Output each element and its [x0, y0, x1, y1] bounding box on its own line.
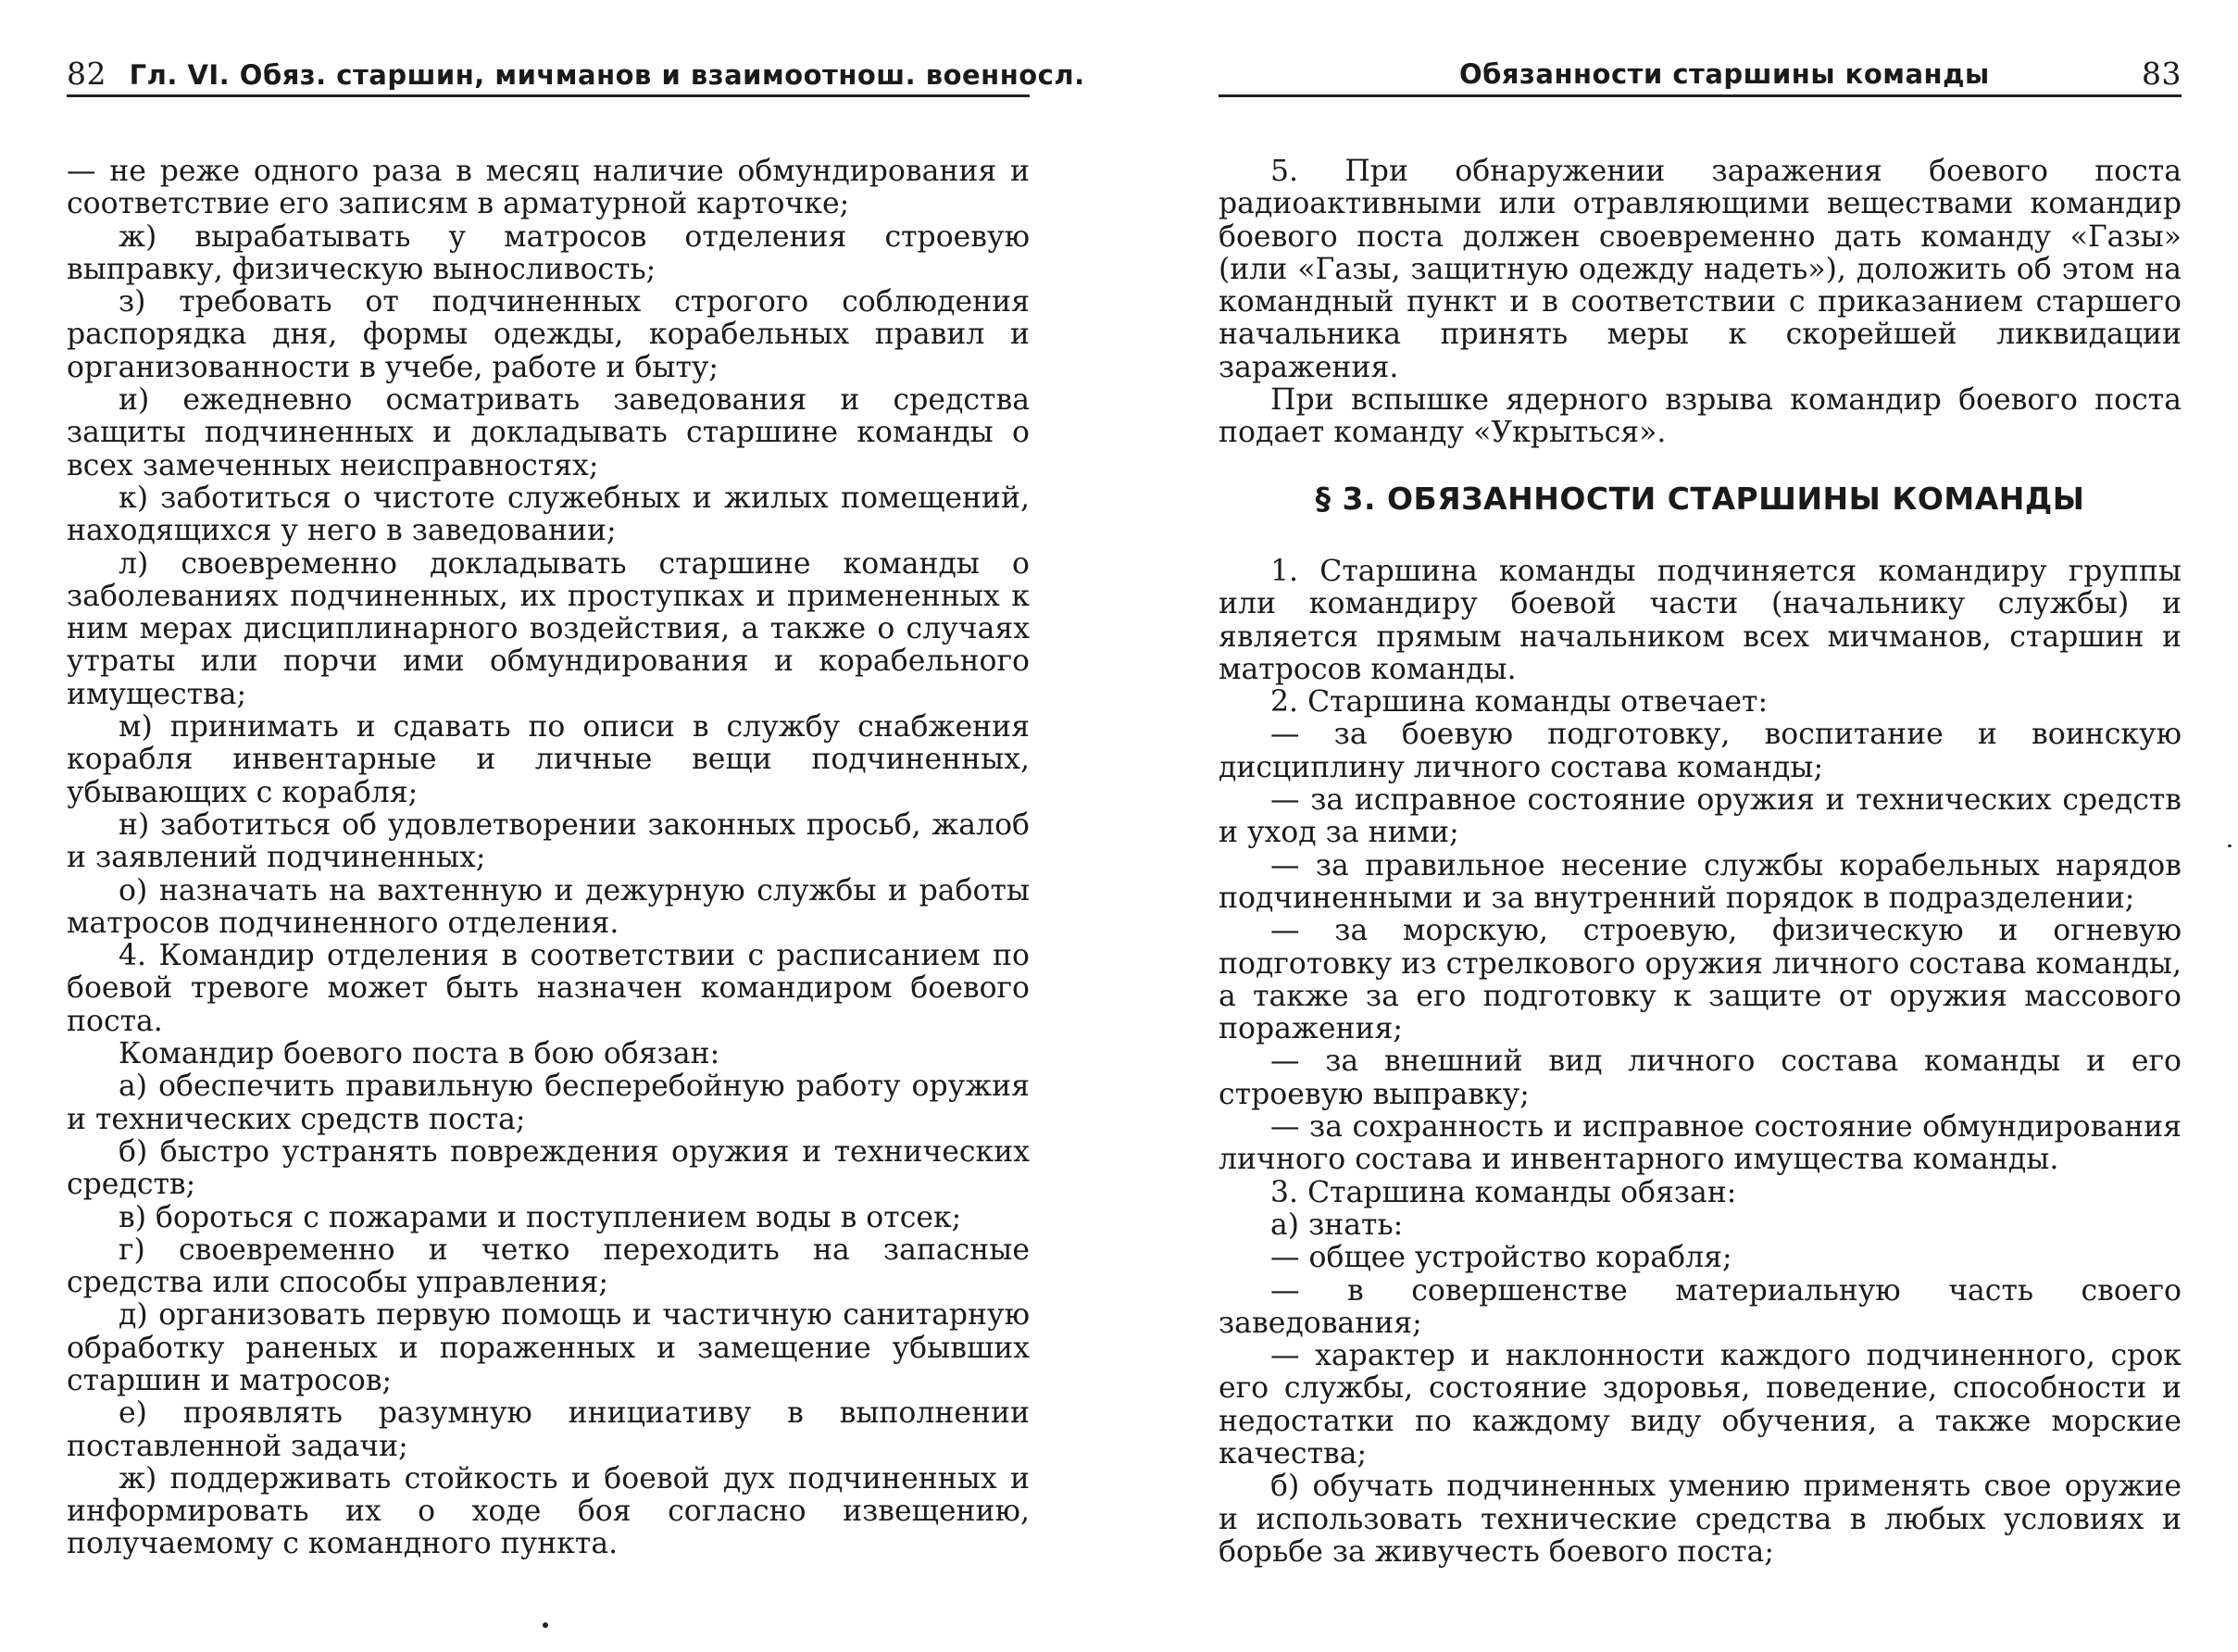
paragraph: — в совершенстве материальную часть своего заведования; — [1219, 1273, 2182, 1340]
print-speck — [543, 1622, 548, 1628]
paragraph: — характер и наклонности каждого подчиненного, срок его службы, состояние здоровья, поведение, способности и недостатки по каждому виду обучения, а также морские качества; — [1219, 1339, 2182, 1471]
section-heading: § 3. ОБЯЗАННОСТИ СТАРШИНЫ КОМАНДЫ — [1315, 480, 2085, 517]
paragraph: — за внешний вид личного состава команды и его строевую выправку; — [1219, 1045, 2182, 1111]
left-page-number: 82 — [67, 56, 106, 92]
paragraph: д) организовать первую помощь и частичную санитарную обработку раненых и пораженных и замещение убывших старшин и матросов; — [67, 1298, 1030, 1397]
paragraph: а) обеспечить правильную бесперебойную работу оружия и технических средств поста; — [67, 1070, 1030, 1136]
paragraph: 2. Старшина команды отвечает: — [1270, 685, 1769, 720]
paragraph: — общее устройство корабля; — [1270, 1241, 1732, 1275]
paragraph: 5. При обнаружении заражения боевого поста радиоактивными или отравляющими веществами командир боевого поста должен своевременно дать команду «Газы» (или «Газы, защитную одежду надеть»), доложить об этом на командный пункт и в соответствии с приказанием старшего начальника принять меры к скорейшей ликвидации заражения. — [1219, 155, 2182, 384]
paragraph: к) заботиться о чистоте служебных и жилых помещений, находящихся у него в заведовании; — [67, 481, 1030, 548]
paragraph: 1. Старшина команды подчиняется командиру группы или командиру боевой части (начальнику службы) и является прямым начальником всех мичманов, старшин и матросов команды. — [1219, 554, 2182, 686]
paragraph: в) бороться с пожарами и поступлением воды в отсек; — [119, 1200, 962, 1234]
left-page — [67, 0, 1085, 1652]
left-running-head — [67, 54, 1085, 97]
paragraph: ж) вырабатывать у матросов отделения строевую выправку, физическую выносливость; — [67, 219, 1030, 286]
right-page-number: 83 — [2142, 56, 2182, 92]
paragraph: — за правильное несение службы корабельных нарядов подчиненными и за внутренний порядок в подразделении; — [1219, 848, 2182, 915]
paragraph: — не реже одного раза в месяц наличие обмундирования и соответствие его записям в арматурной карточке; — [67, 155, 1030, 221]
paragraph: и) ежедневно осматривать заведования и средства защиты подчиненных и докладывать старшине команды о всех замеченных неисправностях; — [67, 383, 1030, 482]
paragraph: м) принимать и сдавать по описи в службу снабжения корабля инвентарные и личные вещи подчиненных, убывающих с корабля; — [67, 710, 1030, 809]
paragraph: — за сохранность и исправное состояние обмундирования личного состава и инвентарного имущества команды. — [1219, 1110, 2182, 1177]
paragraph: б) обучать подчиненных умению применять свое оружие и использовать технические средства в любых условиях и борьбе за живучесть боевого поста; — [1219, 1470, 2182, 1569]
paragraph: г) своевременно и четко переходить на запасные средства или способы управления; — [67, 1233, 1030, 1300]
paragraph: 4. Командир отделения в соответствии с расписанием по боевой тревоге может быть назначен командиром боевого поста. — [67, 939, 1030, 1038]
left-running-title: Гл. VI. Обяз. старшин, мичманов и взаимоотнош. военносл. — [129, 59, 1085, 91]
paragraph: л) своевременно докладывать старшине команды о заболеваниях подчиненных, их проступках и примененных к ним мерах дисциплинарного воздействия, а также о случаях утраты или порчи ими обмундирования и корабельного имущества; — [67, 546, 1030, 711]
paragraph: з) требовать от подчиненных строгого соблюдения распорядка дня, формы одежды, корабельных правил и организованности в учебе, работе и быту; — [67, 285, 1030, 384]
paragraph: — за боевую подготовку, воспитание и воинскую дисциплину личного состава команды; — [1219, 718, 2182, 784]
left-body-text — [67, 156, 1030, 1561]
paragraph: — за исправное состояние оружия и технических средств и уход за ними; — [1219, 783, 2182, 850]
right-body-text — [1219, 156, 2182, 1569]
paragraph: н) заботиться об удовлетворении законных просьб, жалоб и заявлений подчиненных; — [67, 807, 1030, 875]
paragraph: 3. Старшина команды обязан: — [1270, 1175, 1737, 1209]
paragraph: а) знать: — [1270, 1208, 1404, 1242]
paragraph: ж) поддерживать стойкость и боевой дух подчиненных и информировать их о ходе боя согласно извещению, получаемому с командного пункта. — [67, 1461, 1030, 1561]
print-speck — [2228, 845, 2232, 847]
paragraph: о) назначать на вахтенную и дежурную службы и работы матросов подчиненного отделения. — [67, 873, 1030, 940]
paragraph: б) быстро устранять повреждения оружия и технических средств; — [67, 1134, 1030, 1202]
paragraph: Командир боевого поста в бою обязан: — [119, 1037, 720, 1071]
right-page — [1219, 0, 2182, 1652]
right-running-title: Обязанности старшины команды — [1459, 58, 1990, 90]
paragraph: е) проявлять разумную инициативу в выполнении поставленной задачи; — [67, 1396, 1030, 1463]
right-running-head — [1219, 54, 2182, 97]
paragraph: При вспышке ядерного взрыва командир боевого поста подает команду «Укрыться». — [1219, 383, 2182, 450]
paragraph: — за морскую, строевую, физическую и огневую подготовку из стрелкового оружия личного состава команды, а также за его подготовку к защите от оружия массового поражения; — [1219, 914, 2182, 1046]
